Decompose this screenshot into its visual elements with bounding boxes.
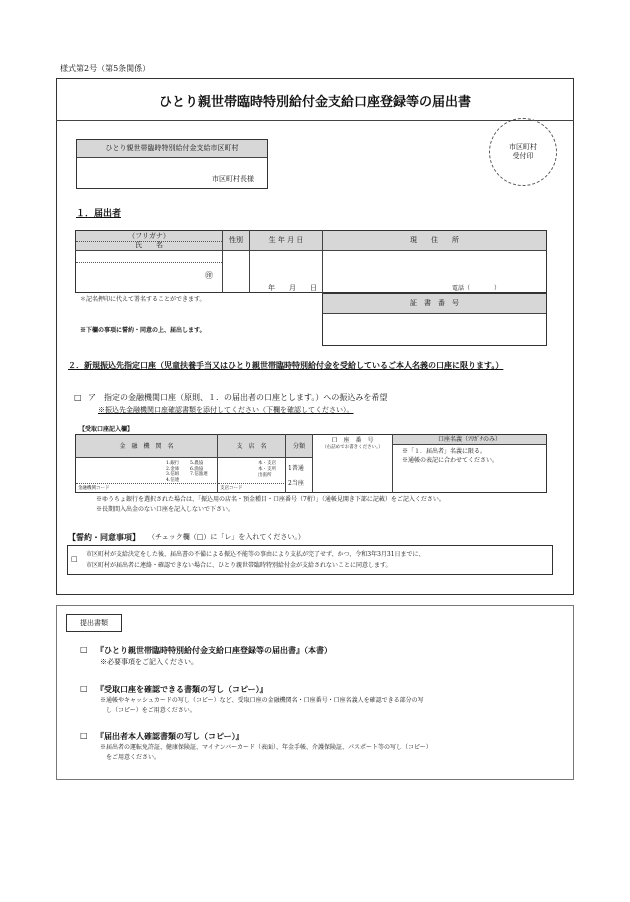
pledge-text-1: 市区町村が支給決定をした後、届出書の不備による振込不能等の事由により支払が完了せず、かつ、令和3年3月31日までに、 (86, 551, 425, 558)
stamp-line1: 市区町村 (509, 143, 537, 151)
furigana-label: （フリガナ） (128, 231, 170, 240)
dob-day: 日 (310, 284, 317, 292)
doc3-note2: をご用意ください。 (106, 754, 161, 761)
doc3-checkbox[interactable]: □ (80, 731, 88, 740)
doc3-note1: ※届出者の運転免許証、健康保険証、マイナンバーカード（表面）、年金手帳、介護保険証、パスポート等の写し（コピー） (100, 744, 432, 751)
holder-note2: ※通帳の表記に合わせてください。 (402, 457, 499, 464)
name-label: 氏 名 (135, 241, 163, 249)
branch-code-label: 支店コード (220, 486, 243, 491)
col-type: 分類 (292, 442, 305, 450)
bank-types-col1: 1.銀行 2.金庫 3.信組 4.信連 (166, 461, 180, 483)
pledge-box (67, 545, 553, 575)
bank-code-label: 金融機関コード (78, 486, 110, 491)
cert-label: 証 書 番 号 (323, 294, 546, 314)
sex-label: 性別 (229, 236, 243, 244)
section2-heading: ２．新規振込先指定口座（児童扶養手当又はひとり親世帯臨時特別給付金を受給しているご本人名義の口座に限ります。） (68, 360, 504, 370)
pledge-heading: 【誓約・同意事項】 (68, 532, 140, 542)
doc1-title: 『ひとり親世帯臨時特別給付金支給口座登録等の届出書』（本書） (96, 645, 332, 655)
col-holder: 口座名義（ﾌﾘｶﾞﾅのみ） (437, 436, 501, 443)
doc2-note2: し（コピー）をご用意ください。 (106, 707, 196, 714)
branch-types: 本・支店 本・支所 出張所 (258, 461, 276, 478)
address-label: 現 住 所 (410, 236, 459, 244)
agree-note: ※下欄の事項に誓約・同意の上、届出します。 (80, 327, 206, 334)
doc2-title: 『受取口座を確認できる書類の写し（コピー）』 (96, 684, 268, 694)
option-a-label: ア 指定の金融機関口座（原則、１．の届出者の口座とします。）への振込みを希望 (88, 393, 388, 402)
account-label: 【受取口座記入欄】 (79, 426, 134, 433)
doc1-checkbox[interactable]: □ (80, 645, 88, 654)
doc2-note1: ※通帳やキャッシュカードの写し（コピー）など、受取口座の金融機関名・口座番号・口座名義人を確認できる部分の写 (100, 697, 424, 704)
option-a-note: ※振込先金融機関口座確認書類を添付してください（下欄を確認してください）。 (98, 406, 354, 414)
seal-mark: ㊞ (205, 271, 213, 280)
form-number: 様式第2号（第5条関係） (60, 64, 151, 73)
bank-types-col2: 5.農協 6.漁協 7.信漁連 (190, 461, 208, 477)
pledge-checkbox[interactable]: □ (71, 555, 78, 563)
doc3-title: 『届出者本人確認書類の写し（コピー）』 (96, 731, 244, 741)
col-bank: 金 融 機 関 名 (119, 442, 174, 450)
addressee-mayor: 市区町村長様 (212, 175, 254, 183)
seal-note: ＊記名押印に代えて署名することができます。 (80, 296, 206, 303)
yucho-note: ※ゆうちょ銀行を選択された場合は、「振込用の店名・預金種目・口座番号（7桁）」（通帳見開き下部に記載）をご記入ください。 (96, 496, 445, 503)
doc1-note1: ※必要事項をご記入ください。 (100, 658, 198, 666)
col-branch: 支 店 名 (236, 442, 267, 450)
pledge-check-note: （チェック欄（□）に「レ」を入れてください。） (148, 533, 305, 541)
option-a-checkbox[interactable]: □ (74, 393, 82, 402)
documents-label: 提出書類 (66, 614, 122, 632)
dormant-note: ※長期間入出金のない口座を記入しないで下さい。 (96, 506, 235, 513)
section1-heading: １．届出者 (76, 209, 122, 219)
holder-note1: ※「１．届出者」名義に限る。 (402, 448, 487, 455)
stamp-line2: 受付印 (512, 152, 534, 160)
acct-type-2: 2当座 (288, 480, 304, 487)
dob-month: 月 (289, 284, 296, 292)
reception-stamp (489, 118, 557, 186)
dob-label: 生 年 月 日 (268, 236, 304, 244)
form-title: ひとり親世帯臨時特別給付金支給口座登録等の届出書 (158, 94, 471, 110)
dob-year: 年 (268, 284, 275, 292)
phone-label: 電話（ ） (452, 285, 501, 292)
addressee-org: ひとり親世帯臨時特別給付金支給市区町村 (77, 140, 267, 158)
col-number-sub: （右詰めでお書きください。） (322, 445, 383, 450)
acct-type-1: 1普通 (288, 465, 304, 472)
pledge-text-2: 市区町村が届出者に連絡・確認できない場合に、ひとり親世帯臨時特別給付金が支給されないことに同意します。 (86, 562, 392, 569)
col-number: 口 座 番 号 (331, 436, 374, 444)
doc2-checkbox[interactable]: □ (80, 684, 88, 693)
